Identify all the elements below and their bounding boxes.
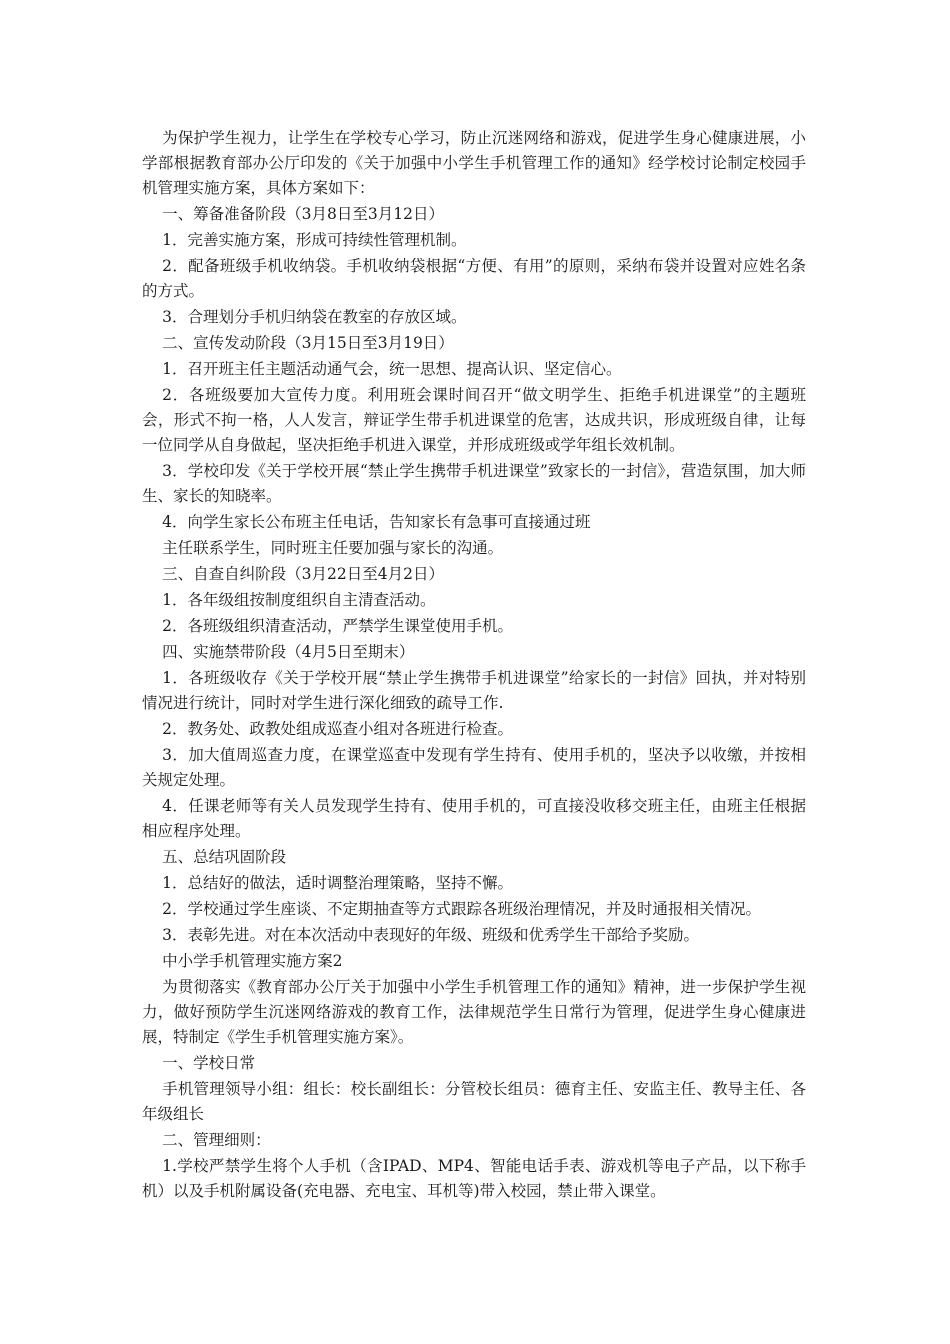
section-heading: 二、管理细则： xyxy=(162,1131,271,1149)
list-item: 1．完善实施方案，形成可持续性管理机制。 xyxy=(162,231,467,249)
document-subtitle: 中小学手机管理实施方案2 xyxy=(162,952,343,970)
list-item: 2．配备班级手机收纳袋。手机收纳袋根据“方便、有用”的原则，采纳布袋并设置对应姓名条的方式。 xyxy=(142,257,806,300)
section-heading: 四、实施禁带阶段（4月5日至期末） xyxy=(162,643,415,661)
section-heading: 三、自查自纠阶段（3月22日至4月2日） xyxy=(162,565,444,583)
list-item: 1．各班级收存《关于学校开展“禁止学生携带手机进课堂”给家长的一封信》回执，并对特别情况进行统计，同时对学生进行深化细致的疏导工作. xyxy=(142,669,806,712)
list-item: 1．总结好的做法，适时调整治理策略，坚持不懈。 xyxy=(162,874,514,892)
list-item: 1．各年级组按制度组织自主清查活动。 xyxy=(162,591,436,609)
intro-paragraph: 为贯彻落实《教育部办公厅关于加强中小学生手机管理工作的通知》精神，进一步保护学生视力，做好预防学生沉迷网络游戏的教育工作，法律规范学生日常行为管理，促进学生身心健康进展，特制定《学生手机管理实施方案》。 xyxy=(142,978,806,1046)
list-item: 2．各班级组织清查活动，严禁学生课堂使用手机。 xyxy=(162,617,514,635)
intro-paragraph: 为保护学生视力，让学生在学校专心学习，防止沉迷网络和游戏，促进学生身心健康进展，小学部根据教育部办公厅印发的《关于加强中小学生手机管理工作的通知》经学校讨论制定校园手机管理实施方案，具体方案如下： xyxy=(142,129,806,197)
list-item: 3．学校印发《关于学校开展“禁止学生携带手机进课堂”致家长的一封信》，营造氛围，加大师生、家长的知晓率。 xyxy=(142,462,806,505)
section-heading: 一、筹备准备阶段（3月8日至3月12日） xyxy=(162,205,444,223)
body-paragraph: 手机管理领导小组：组长：校长副组长：分管校长组员：德育主任、安监主任、教导主任、各年级组长 xyxy=(142,1080,806,1123)
list-item: 1.学校严禁学生将个人手机（含IPAD、MP4、智能电话手表、游戏机等电子产品，以下称手机）以及手机附属设备(充电器、充电宝、耳机等)带入校园，禁止带入课堂。 xyxy=(142,1157,806,1200)
list-item-continuation: 主任联系学生，同时班主任要加强与家长的沟通。 xyxy=(162,539,504,557)
list-item: 2．学校通过学生座谈、不定期抽查等方式跟踪各班级治理情况，并及时通报相关情况。 xyxy=(162,900,762,918)
list-item: 3．表彰先进。对在本次活动中表现好的年级、班级和优秀学生干部给予奖励。 xyxy=(162,926,700,944)
section-heading: 五、总结巩固阶段 xyxy=(162,848,287,866)
document-body xyxy=(142,126,806,1204)
list-item: 3．加大值周巡查力度，在课堂巡查中发现有学生持有、使用手机的，坚决予以收缴，并按相关规定处理。 xyxy=(142,746,806,789)
list-item: 1．召开班主任主题活动通气会，统一思想、提高认识、坚定信心。 xyxy=(162,360,622,378)
list-item: 2．教务处、政教处组成巡查小组对各班进行检查。 xyxy=(162,720,514,738)
list-item: 3．合理划分手机归纳袋在教室的存放区域。 xyxy=(162,308,467,326)
section-heading: 一、学校日常 xyxy=(162,1054,256,1072)
list-item: 4．任课老师等有关人员发现学生持有、使用手机的，可直接没收移交班主任，由班主任根据相应程序处理。 xyxy=(142,797,806,840)
list-item: 2．各班级要加大宣传力度。利用班会课时间召开“做文明学生、拒绝手机进课堂”的主题班会，形式不拘一格，人人发言，辩证学生带手机进课堂的危害，达成共识，形成班级自律，让每一位同学从自身做起，坚决拒绝手机进入课堂，并形成班级或学年组长效机制。 xyxy=(142,386,806,454)
section-heading: 二、宣传发动阶段（3月15日至3月19日） xyxy=(162,334,454,352)
list-item: 4．向学生家长公布班主任电话，告知家长有急事可直接通过班 xyxy=(162,513,591,531)
